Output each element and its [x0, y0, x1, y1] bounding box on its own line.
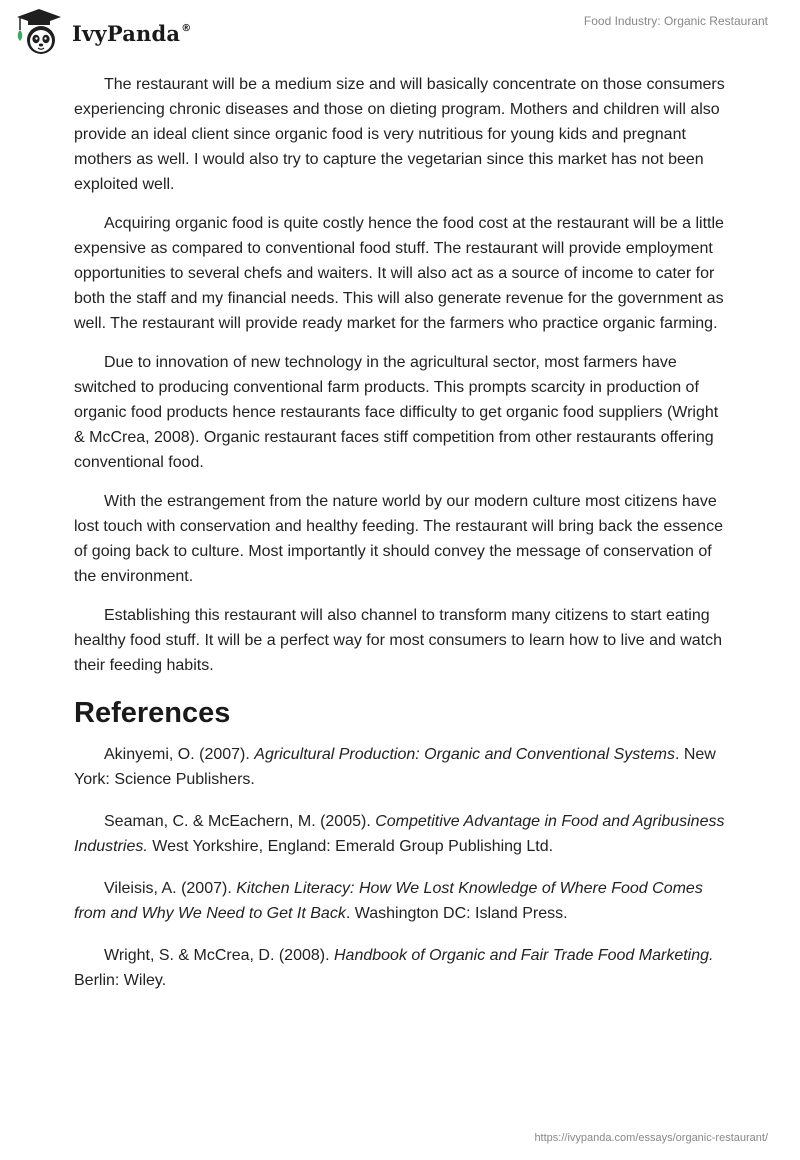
panda-graduate-logo-icon [14, 8, 64, 56]
essay-content [74, 72, 729, 1010]
reference-title: Handbook of Organic and Fair Trade Food Marketing. [334, 947, 714, 964]
body-paragraph: The restaurant will be a medium size and will basically concentrate on those consumers experiencing chronic diseases and those on dieting program. Mothers and children will also provide an ideal client since organic food is very nutritious for young kids and pregnant mothers as well. I would also try to capture the vegetarian since this market has not been exploited well. [74, 76, 725, 193]
reference-publisher: . New York: Science Publishers. [74, 746, 716, 788]
body-paragraph: With the estrangement from the nature world by our modern culture most citizens have lost touch with conservation and healthy feeding. The restaurant will bring back the essence of going back to culture. Most importantly it should convey the message of conservation of the environment. [74, 493, 723, 585]
body-paragraph: Establishing this restaurant will also channel to transform many citizens to start eating healthy food stuff. It will be a perfect way for most consumers to learn how to live and watch their feeding habits. [74, 607, 723, 674]
body-paragraph: Due to innovation of new technology in the agricultural sector, most farmers have switched to producing conventional farm products. This prompts scarcity in production of organic food products hence restaurants face difficulty to get organic food suppliers (Wright & McCrea, 2008). Organic restaurant faces stiff competition from other restaurants offering conventional food. [74, 354, 719, 471]
reference-author: Wright, S. & McCrea, D. (2008). [104, 947, 334, 964]
brand-name-text: IvyPanda [72, 20, 181, 46]
ivypanda-logo[interactable] [14, 8, 191, 56]
reference-author: Seaman, C. & McEachern, M. (2005). [104, 813, 376, 830]
reference-title: Competitive Advantage in Food and Agribusiness Industries. [74, 813, 725, 855]
reference-publisher: . Washington DC: Island Press. [345, 905, 568, 922]
page-header [0, 0, 800, 70]
reference-item [74, 809, 729, 859]
body-paragraph: Acquiring organic food is quite costly hence the food cost at the restaurant will be a little expensive as compared to conventional food stuff. The restaurant will provide employment opportunities to several chefs and waiters. It will also act as a source of income to cater for both the staff and my financial needs. This will also generate revenue for the government as well. The restaurant will provide ready market for the farmers who practice organic farming. [74, 215, 724, 332]
references-heading: References [74, 697, 231, 729]
reference-publisher: Berlin: Wiley. [74, 972, 167, 989]
reference-item [74, 742, 729, 792]
reference-author: Vileisis, A. (2007). [104, 880, 237, 897]
document-title: Food Industry: Organic Restaurant [583, 14, 768, 28]
reference-title: Kitchen Literacy: How We Lost Knowledge of Where Food Comes from and Why We Need to Get It Back [74, 880, 703, 922]
reference-publisher: West Yorkshire, England: Emerald Group Publishing Ltd. [147, 838, 554, 855]
registered-mark: ® [181, 22, 192, 34]
brand-name [72, 21, 191, 46]
source-url-link[interactable]: https://ivypanda.com/essays/organic-restaurant/ [534, 1132, 768, 1144]
reference-item [74, 876, 729, 926]
reference-title: Agricultural Production: Organic and Conventional Systems [254, 746, 675, 763]
reference-item [74, 943, 729, 993]
reference-author: Akinyemi, O. (2007). [104, 746, 255, 763]
